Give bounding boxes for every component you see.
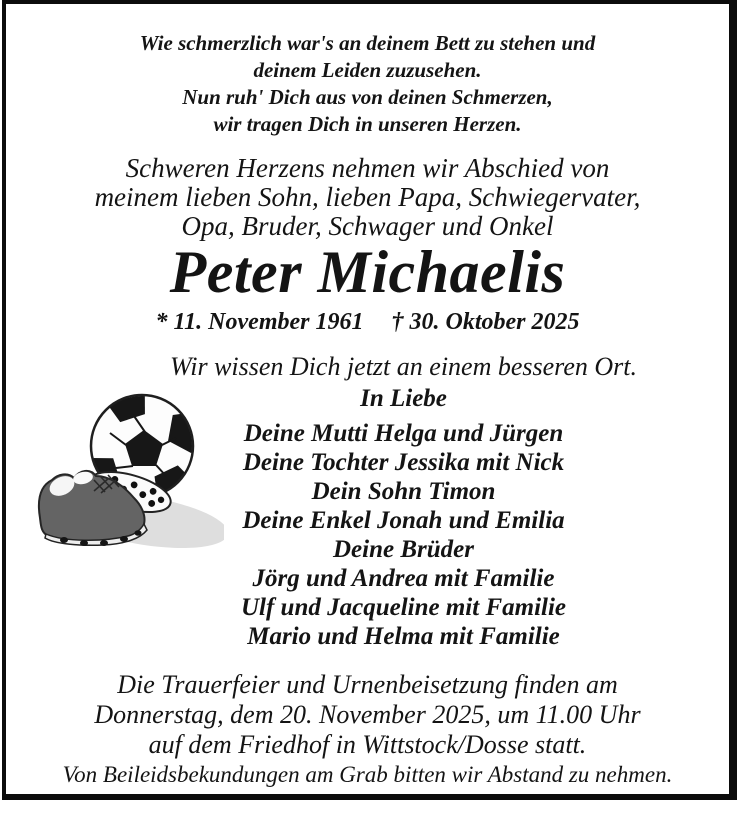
soccer-ball-and-boots-graphic bbox=[24, 388, 224, 573]
farewell-paragraph bbox=[6, 154, 729, 241]
funeral-line: auf dem Friedhof in Wittstock/Dosse statt. bbox=[148, 730, 587, 759]
condolence-note: Von Beileidsbekundungen am Grab bitten wir Abstand zu nehmen. bbox=[62, 762, 673, 787]
funeral-line: Donnerstag, dem 20. November 2025, um 11.00 Uhr bbox=[94, 700, 641, 729]
funeral-details bbox=[6, 670, 729, 760]
better-place-line: Wir wissen Dich jetzt an einem besseren Ort. bbox=[170, 352, 637, 381]
verse-line: Nun ruh' Dich aus von deinen Schmerzen, bbox=[182, 85, 553, 109]
mourner-line: Deine Tochter Jessika mit Nick bbox=[242, 449, 565, 476]
mourner-line: Ulf und Jacqueline mit Familie bbox=[240, 594, 566, 621]
mourning-verse bbox=[6, 30, 729, 138]
mourner-line: Deine Brüder bbox=[333, 536, 474, 563]
funeral-line: Die Trauerfeier und Urnenbeisetzung finden am bbox=[117, 670, 618, 699]
verse-line: Wie schmerzlich war's an deinem Bett zu stehen und bbox=[139, 31, 596, 55]
in-love-label: In Liebe bbox=[360, 385, 447, 412]
mourner-line: Deine Enkel Jonah und Emilia bbox=[242, 507, 565, 534]
death-date: † 30. Oktober 2025 bbox=[391, 309, 580, 335]
life-dates bbox=[6, 308, 729, 336]
verse-line: wir tragen Dich in unseren Herzen. bbox=[213, 112, 522, 136]
obituary-notice bbox=[2, 0, 737, 800]
mourner-line: Dein Sohn Timon bbox=[311, 478, 496, 505]
farewell-line: meinem lieben Sohn, lieben Papa, Schwiegervater, bbox=[94, 182, 641, 212]
farewell-line: Schweren Herzens nehmen wir Abschied von bbox=[125, 153, 610, 183]
mourner-line: Jörg und Andrea mit Familie bbox=[252, 565, 555, 592]
verse-line: deinem Leiden zuzusehen. bbox=[253, 58, 482, 82]
deceased-name: Peter Michaelis bbox=[169, 239, 566, 305]
mourner-line: Mario und Helma mit Familie bbox=[247, 623, 560, 650]
birth-date: * 11. November 1961 bbox=[155, 309, 364, 335]
mourner-line: Deine Mutti Helga und Jürgen bbox=[243, 420, 564, 447]
farewell-line: Opa, Bruder, Schwager und Onkel bbox=[181, 211, 554, 241]
